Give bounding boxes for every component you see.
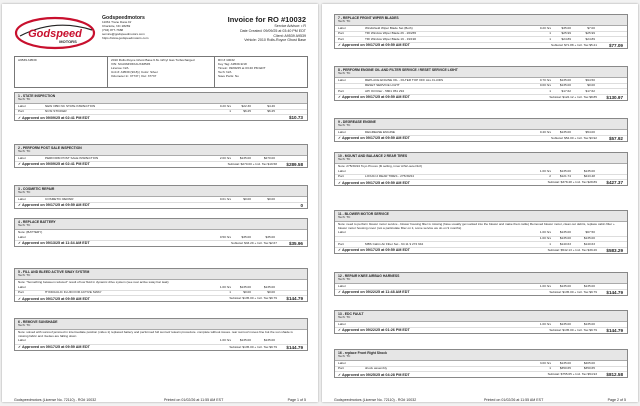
line-item-cell: DEGREASE ENGINE [365,129,395,134]
footer-printed: Printed on 01/02/26 at 11:55 AM EST [164,398,224,402]
line-item-cell: COSMETIC REPAIR [45,196,74,201]
line-item-cell: $135.00 [559,360,571,365]
footer-page: Page 1 of 5 [287,398,306,402]
info-client [15,57,108,87]
line-item-cell: 1.00 hrs [219,284,231,289]
section-footer [15,115,307,120]
invoice-meta [186,15,306,43]
approval-status: ✓ Approved on 09/17/25 at 09:59 AM EDT [338,43,410,48]
line-item-cell: Labor [18,338,26,343]
svg-text:MOTORS: MOTORS [59,39,77,44]
section-footer [15,296,307,301]
line-item-cell: HYDRAULIC FLUID FOR ACTIVE SWAY [45,290,102,295]
section-tech: Tech: TC [338,315,351,320]
section-title: 1 - STATE INSPECTION [18,94,56,98]
service-section [14,92,308,121]
line-item-cell: $67.50 [585,230,595,235]
info-ro [215,57,307,87]
section-tech: Tech: TC [18,149,31,154]
section-header [15,319,307,330]
line-item-cell: $135.00 [559,283,571,288]
line-item-cell: Labor [338,168,346,173]
section-subtotal: Subtotal: $135.00 + Incl. Tax $9.79 [549,327,597,332]
line-item-cell: $350.65 [559,366,571,371]
section-total: $583.29 [606,247,623,253]
line-item-cell: $7.00 [587,25,595,30]
shop-address-2: Charlotte, NC 28269 [102,23,131,28]
service-section [14,144,308,168]
section-tech: Tech: TC [338,157,351,162]
line-item-cell: TRI Window Wiper Blade 26 - 26/265 [365,31,417,36]
shop-name: Godspeedmotors [102,15,145,21]
line-item-cell: Part [18,290,24,295]
line-item-cell: Part [18,109,24,114]
approval-status: ✓ Approved on 09/22/25 at 01:26 PM EDT [338,328,410,333]
line-item-cell: $135.00 [559,129,571,134]
info-ro-line: Timein: 09/09/25 at 03:40 PM EDT [218,65,266,70]
line-item-cell: $121.74 [559,174,571,179]
section-total: $427.37 [606,180,623,186]
shop-website[interactable]: https://www.godspeedmotors.com [102,35,149,40]
info-vehicle [108,57,215,87]
section-title: 7 - REPLACE FRONT WIPER BLADES [338,16,399,20]
line-item-cell: $135.00 [583,236,595,241]
line-item-cell: 0.20 hrs [539,25,551,30]
line-item-cell: Labor [18,234,26,239]
section-subtotal: Subtotal: $33.29 + Incl. Tax $2.67 [231,240,277,245]
line-item-cell: LOXAN 2 REAR TIRES - 275/30/24 [365,174,414,179]
line-item-cell: $135.00 [559,321,571,326]
section-footer [15,345,307,350]
section-tech: Tech: TC [338,354,351,359]
line-item-cell: 1.00 hrs [539,321,551,326]
line-item-cell: MBS Cabin Air Filter Set - 64 11 9 272 642 [365,241,424,246]
section-header [335,211,627,222]
line-item-cell: NCSI STICKER [45,109,67,114]
service-section [334,118,628,142]
line-item-cell: $0.00 [243,196,251,201]
section-header [15,93,307,104]
line-item-cell: 1 [229,109,231,114]
line-item-cell: 1.00 hrs [539,283,551,288]
service-section [334,152,628,186]
line-item-cell: $0.00 [243,290,251,295]
service-advisor: Service Advisor: • R [274,24,306,28]
line-item-cell: $140.63 [559,241,571,246]
line-item-cell: NEW OBD NC STATE INSPECTION [45,103,96,108]
section-header [335,311,627,322]
line-item-cell: Labor [18,155,26,160]
line-item-cell: $135.00 [559,168,571,173]
section-title: 10 - MOUNT AND BALANCE 2 REAR TIRES [338,154,408,158]
section-subtotal: Subtotal: $54.00 + Incl. Tax $3.92 [551,135,597,140]
line-item-cell: 1 [549,241,551,246]
svg-text:Godspeed: Godspeed [28,28,82,40]
section-footer [335,95,627,100]
section-footer [15,162,307,167]
section-tech: Tech: TC [18,223,31,228]
line-item-cell: 1.00 hrs [539,230,551,235]
section-note: Note: need to perform blower motor service - blower housing filter is missing (have usually get sucked into the blower and make them rattle) Removed blower motor, clean out debris, replace cabin filter + blower motor housing cover (not a particulate filter on it, some service we do on 9 months) [338,221,615,230]
section-title: 11 - BLOWER MOTOR SERVICE [338,212,389,216]
line-item-cell: $0.00 [587,83,595,88]
line-item-cell: $135.00 [263,338,275,343]
line-item-cell: Labor [338,230,346,235]
shop-email[interactable]: service@godspeedmotors.com [102,31,145,36]
section-subtotal: Subtotal: $135.00 + Incl. Tax $9.79 [229,344,277,349]
line-item-cell: $0.00 [267,290,275,295]
line-item-cell: $405.00 [583,360,595,365]
section-tech: Tech: TC [338,71,351,76]
section-title: 9 - DEGREASE ENGINE [338,120,376,124]
footer-license: Godspeedmotors (License No. 72110) - RO# 10032 [14,398,97,402]
section-title: 12 - REPAIR KNEE AIRBAG HARNESS [338,274,400,278]
info-client-line: A9539 A9539 [18,58,37,62]
line-item-cell: 0.00 hrs [539,83,551,88]
line-item-cell: Part [338,31,344,36]
section-title: 6 - REMOVE SUNSHADE [18,320,58,324]
service-section [14,268,308,302]
section-title: 13 - EDC FAULT [338,312,364,316]
line-item-cell: Labor [18,196,26,201]
date-created: Date Created: 09/09/25 at 03:40 PM EDT [240,28,306,33]
line-item-cell: 1 [229,290,231,295]
info-vehicle-line: Unit #: A9539 (9/18) | Color: Silver [111,69,158,74]
line-item-cell: PERFORM POST SALE INSPECTION [45,155,99,160]
section-total: $144.79 [286,296,303,302]
line-item-cell: Labor [338,283,346,288]
line-item-cell: $54.00 [585,129,595,134]
line-item-cell: API Oil Filter - 5801 051 294 [365,88,405,93]
section-subtotal: Subtotal: $122.12 + Incl. Tax $8.85 [549,94,597,99]
section-total: $35.96 [288,240,303,246]
footer-license: Godspeedmotors (License No. 72110) - RO# 10032 [334,398,417,402]
section-tech: Tech: TC [338,215,351,220]
service-section [14,318,308,351]
info-ro-line: Tech: N/A [218,69,232,74]
line-item-cell: 2.00 hrs [219,155,231,160]
invoice-title: Invoice for RO #10032 [227,15,306,24]
line-item-cell: Part [338,241,344,246]
section-title: 3 - COSMETIC REPAIR [18,187,55,191]
line-item-cell: Labor [18,284,26,289]
section-title: 8 - PERFORM ENGINE OIL AND FILTER SERVICE / RESET SERVICE LIGHT [338,68,458,72]
line-item-cell: TRI Window Wiper Blade 19 - 19/190 [365,36,417,41]
line-item-cell: Part [338,36,344,41]
line-item-cell: Part [338,174,344,179]
info-vehicle-line: Odometer In: 37737 | Out: 37737 [111,73,157,78]
info-vehicle-line: VIN: SCA664S5XAUX48545 [111,61,151,66]
section-footer [335,180,627,185]
service-section [334,66,628,101]
section-tech: Tech: TC [18,97,31,102]
line-item-cell: $135.00 [583,168,595,173]
line-item-cell: 0.50 hrs [219,234,231,239]
line-item-cell: $24.89 [585,36,595,41]
line-item-cell: 1 [549,36,551,41]
line-item-cell: 3.00 hrs [539,360,551,365]
line-item-cell: $270.00 [263,155,275,160]
line-item-cell: $94.50 [585,77,595,82]
line-item-cell: $6.25 [267,109,275,114]
line-item-cell: $135.00 [583,283,595,288]
section-subtotal: Subtotal: $71.88 + Incl. Tax $5.21 [551,42,597,47]
line-item-cell: Windshield Wiper Blade Set (Both) [365,25,413,30]
approval-status: ✓ Approved on 09/09/25 at 02:41 PM EDT [18,162,90,167]
line-item-cell: REPLACE ENGINE OIL - FILTER TOP OFF ALL FLUIDS [365,77,444,82]
section-total: $144.79 [606,289,623,295]
line-item-cell: $0.00 [267,196,275,201]
line-item-cell: 0.70 hrs [539,77,551,82]
service-section [334,272,628,296]
line-item-cell: 0.40 hrs [539,129,551,134]
approval-status: ✓ Approved on 09/17/25 at 09:59 AM EDT [338,136,410,141]
line-item-cell: Labor [338,360,346,365]
line-item-cell: $24.89 [561,36,571,41]
section-total: $144.79 [606,327,623,333]
line-item-cell: 1 [549,366,551,371]
line-item-cell: $135.00 [583,321,595,326]
line-item-cell: 1.00 hrs [539,236,551,241]
approval-status: ✓ Approved on 09/25/25 at 04:28 PM EDT [338,372,410,377]
approval-status: ✓ Approved on 09/17/25 at 09:59 AM EDT [18,345,90,350]
godspeed-logo [14,16,96,50]
line-item-cell: $135.00 [263,284,275,289]
vehicle-line: Vehicle: 2010 Rolls-Royce Ghost Base [244,38,306,43]
approval-status: ✓ Approved on 09/17/25 at 09:59 AM EDT [18,296,90,301]
footer-page: Page 2 of 5 [607,398,626,402]
line-item-cell: $135.00 [559,83,571,88]
section-header [335,350,627,361]
line-item-cell: $35.00 [265,234,275,239]
line-item-cell: $135.00 [559,77,571,82]
shop-phone: (704) 877-7688 [102,27,124,32]
line-item-cell: $350.65 [583,366,595,371]
line-item-cell: $135.00 [239,338,251,343]
section-total: $10.73 [288,115,303,121]
info-vehicle-line: 2010 Rolls-Royce Ghost Base 6.6L 12Cyl Gas Turbocharged [111,58,195,62]
section-title: 16 - replace Front Right Shock [338,351,387,355]
section-total: $130.97 [606,94,623,100]
footer-printed: Printed on 01/02/26 at 11:55 AM EST [484,398,544,402]
section-subtotal: Subtotal: $542.13 + Incl. Tax $39.26 [547,247,597,252]
section-tech: Tech: TC [18,323,31,328]
approval-status: ✓ Approved on 09/22/25 at 11:48 AM EDT [338,290,410,295]
section-note: Note: solved with sunroof jammed in intermediate position (video 1) replaced battery and performed full sunroof relearn procedure. complete without issues. rear sunroof moves fine but the sun shade is missing fabric and rivettes are falling down [18,329,293,338]
line-item-cell: $22.30 [241,103,251,108]
section-total: $77.09 [608,42,623,48]
line-item-cell: Part [338,366,344,371]
section-note: Note: (BATTERY) [18,229,43,234]
section-footer [335,248,627,253]
line-item-cell: 1 [549,88,551,93]
line-item-cell: RESET SERVICE LIGHT [365,83,400,88]
line-item-cell: 1 [549,31,551,36]
line-item-cell: $25.99 [585,31,595,36]
line-item-cell: Labor [18,103,26,108]
section-header [15,186,307,197]
section-tech: Tech: TC [338,19,351,24]
line-item-cell: $4.46 [267,103,275,108]
approval-status: ✓ Approved on 09/13/25 at 11:34 AM EDT [18,241,90,246]
service-section [334,14,628,49]
section-total: $57.92 [608,135,623,141]
line-item-cell: shock assembly [365,366,388,371]
section-header [15,219,307,230]
service-section [334,310,628,334]
line-item-cell: 2 [549,174,551,179]
section-subtotal: Subtotal: $135.00 + Incl. Tax $9.79 [549,289,597,294]
shop-address-1: 11061 Trane Dane Dr [102,20,132,24]
line-item-cell: 0.01 hrs [219,196,231,201]
service-section [14,185,308,209]
invoice-page-2 [322,4,638,402]
section-footer [335,290,627,295]
section-subtotal: Subtotal: $755.65 + Incl. Tax $54.93 [547,372,597,377]
section-total: $144.79 [286,344,303,350]
service-section [334,210,628,254]
section-tech: Tech: TC [338,123,351,128]
info-ro-line: RO # 10032 [218,58,235,62]
section-header [15,145,307,156]
line-item-cell: $6.25 [243,109,251,114]
line-item-cell: 1.00 hrs [539,168,551,173]
section-note: Note: "Something between reduced" result of low fluid in dynamic drive system (see rear active sway bar leak) [18,279,169,284]
section-title: 2 - PERFORM POST SALE INSPECTION [18,146,82,150]
section-total: $812.58 [606,372,623,378]
client-line: Client: A9539 A9539 [273,33,306,38]
info-ro-line: Save Parts: No [218,73,239,78]
line-item-cell: $135.00 [239,284,251,289]
line-item-cell: $17.62 [561,88,571,93]
section-subtotal: Subtotal: $270.00 + Incl. Tax $19.58 [227,161,277,166]
info-vehicle-line: License: N/A [111,65,129,70]
section-subtotal: Subtotal: $378.48 + Incl. Tax $28.89 [547,180,597,185]
section-header [335,273,627,284]
approval-status: ✓ Approved on 09/17/25 at 09:59 AM EDT [338,95,410,100]
line-item-cell: Labor [338,321,346,326]
line-item-cell: $35.00 [561,25,571,30]
section-header [335,67,627,78]
section-footer [335,328,627,333]
line-item-cell: Labor [338,77,346,82]
line-item-cell: $135.00 [559,230,571,235]
section-title: 5 - FILL AND BLEED ACTIVE SWAY SYSTEM [18,270,90,274]
section-total: 0 [300,202,303,208]
section-tech: Tech: TC [18,273,31,278]
section-tech: Tech: TC [338,277,351,282]
line-item-cell: Part [338,88,344,93]
info-box [14,56,308,88]
service-section [14,218,308,247]
service-section [334,349,628,378]
section-footer [335,43,627,48]
section-header [15,269,307,280]
line-item-cell: $135.00 [239,155,251,160]
line-item-cell: $25.99 [561,31,571,36]
section-total: $289.58 [286,161,303,167]
info-ro-line: Key Tag: A9539-9/18 [218,61,247,66]
section-header [335,15,627,26]
line-item-cell: 0.20 hrs [219,103,231,108]
section-header [335,153,627,164]
section-subtotal: Subtotal: $135.00 + Incl. Tax $9.79 [229,296,277,301]
approval-status: ✓ Approved on 09/09/25 at 02:41 PM EDT [18,115,90,120]
line-item-cell: $243.48 [583,174,595,179]
section-footer [15,203,307,208]
section-tech: Tech: TC [18,190,31,195]
section-footer [335,372,627,377]
approval-status: ✓ Approved on 09/17/25 at 09:59 AM EDT [18,203,90,208]
section-header [335,119,627,130]
invoice-page-1 [2,4,318,402]
section-title: 4 - REPLACE BATTERY [18,220,56,224]
section-note: Note: 275/30/24 Toyo Proxes (fit selling, inner A/S2-outer/1/2) [338,163,423,168]
section-footer [15,241,307,246]
line-item-cell: 1.00 hrs [219,338,231,343]
invoice-header [14,14,306,54]
line-item-cell: $140.63 [583,241,595,246]
line-item-cell: $135.00 [559,236,571,241]
approval-status: ✓ Approved on 09/17/25 at 09:59 AM EDT [338,248,410,253]
line-item-cell: $35.00 [241,234,251,239]
line-item-cell: Labor [338,25,346,30]
line-item-cell: Labor [338,129,346,134]
line-item-cell: $17.62 [585,88,595,93]
approval-status: ✓ Approved on 09/17/25 at 09:59 AM EDT [338,180,410,185]
section-footer [335,136,627,141]
